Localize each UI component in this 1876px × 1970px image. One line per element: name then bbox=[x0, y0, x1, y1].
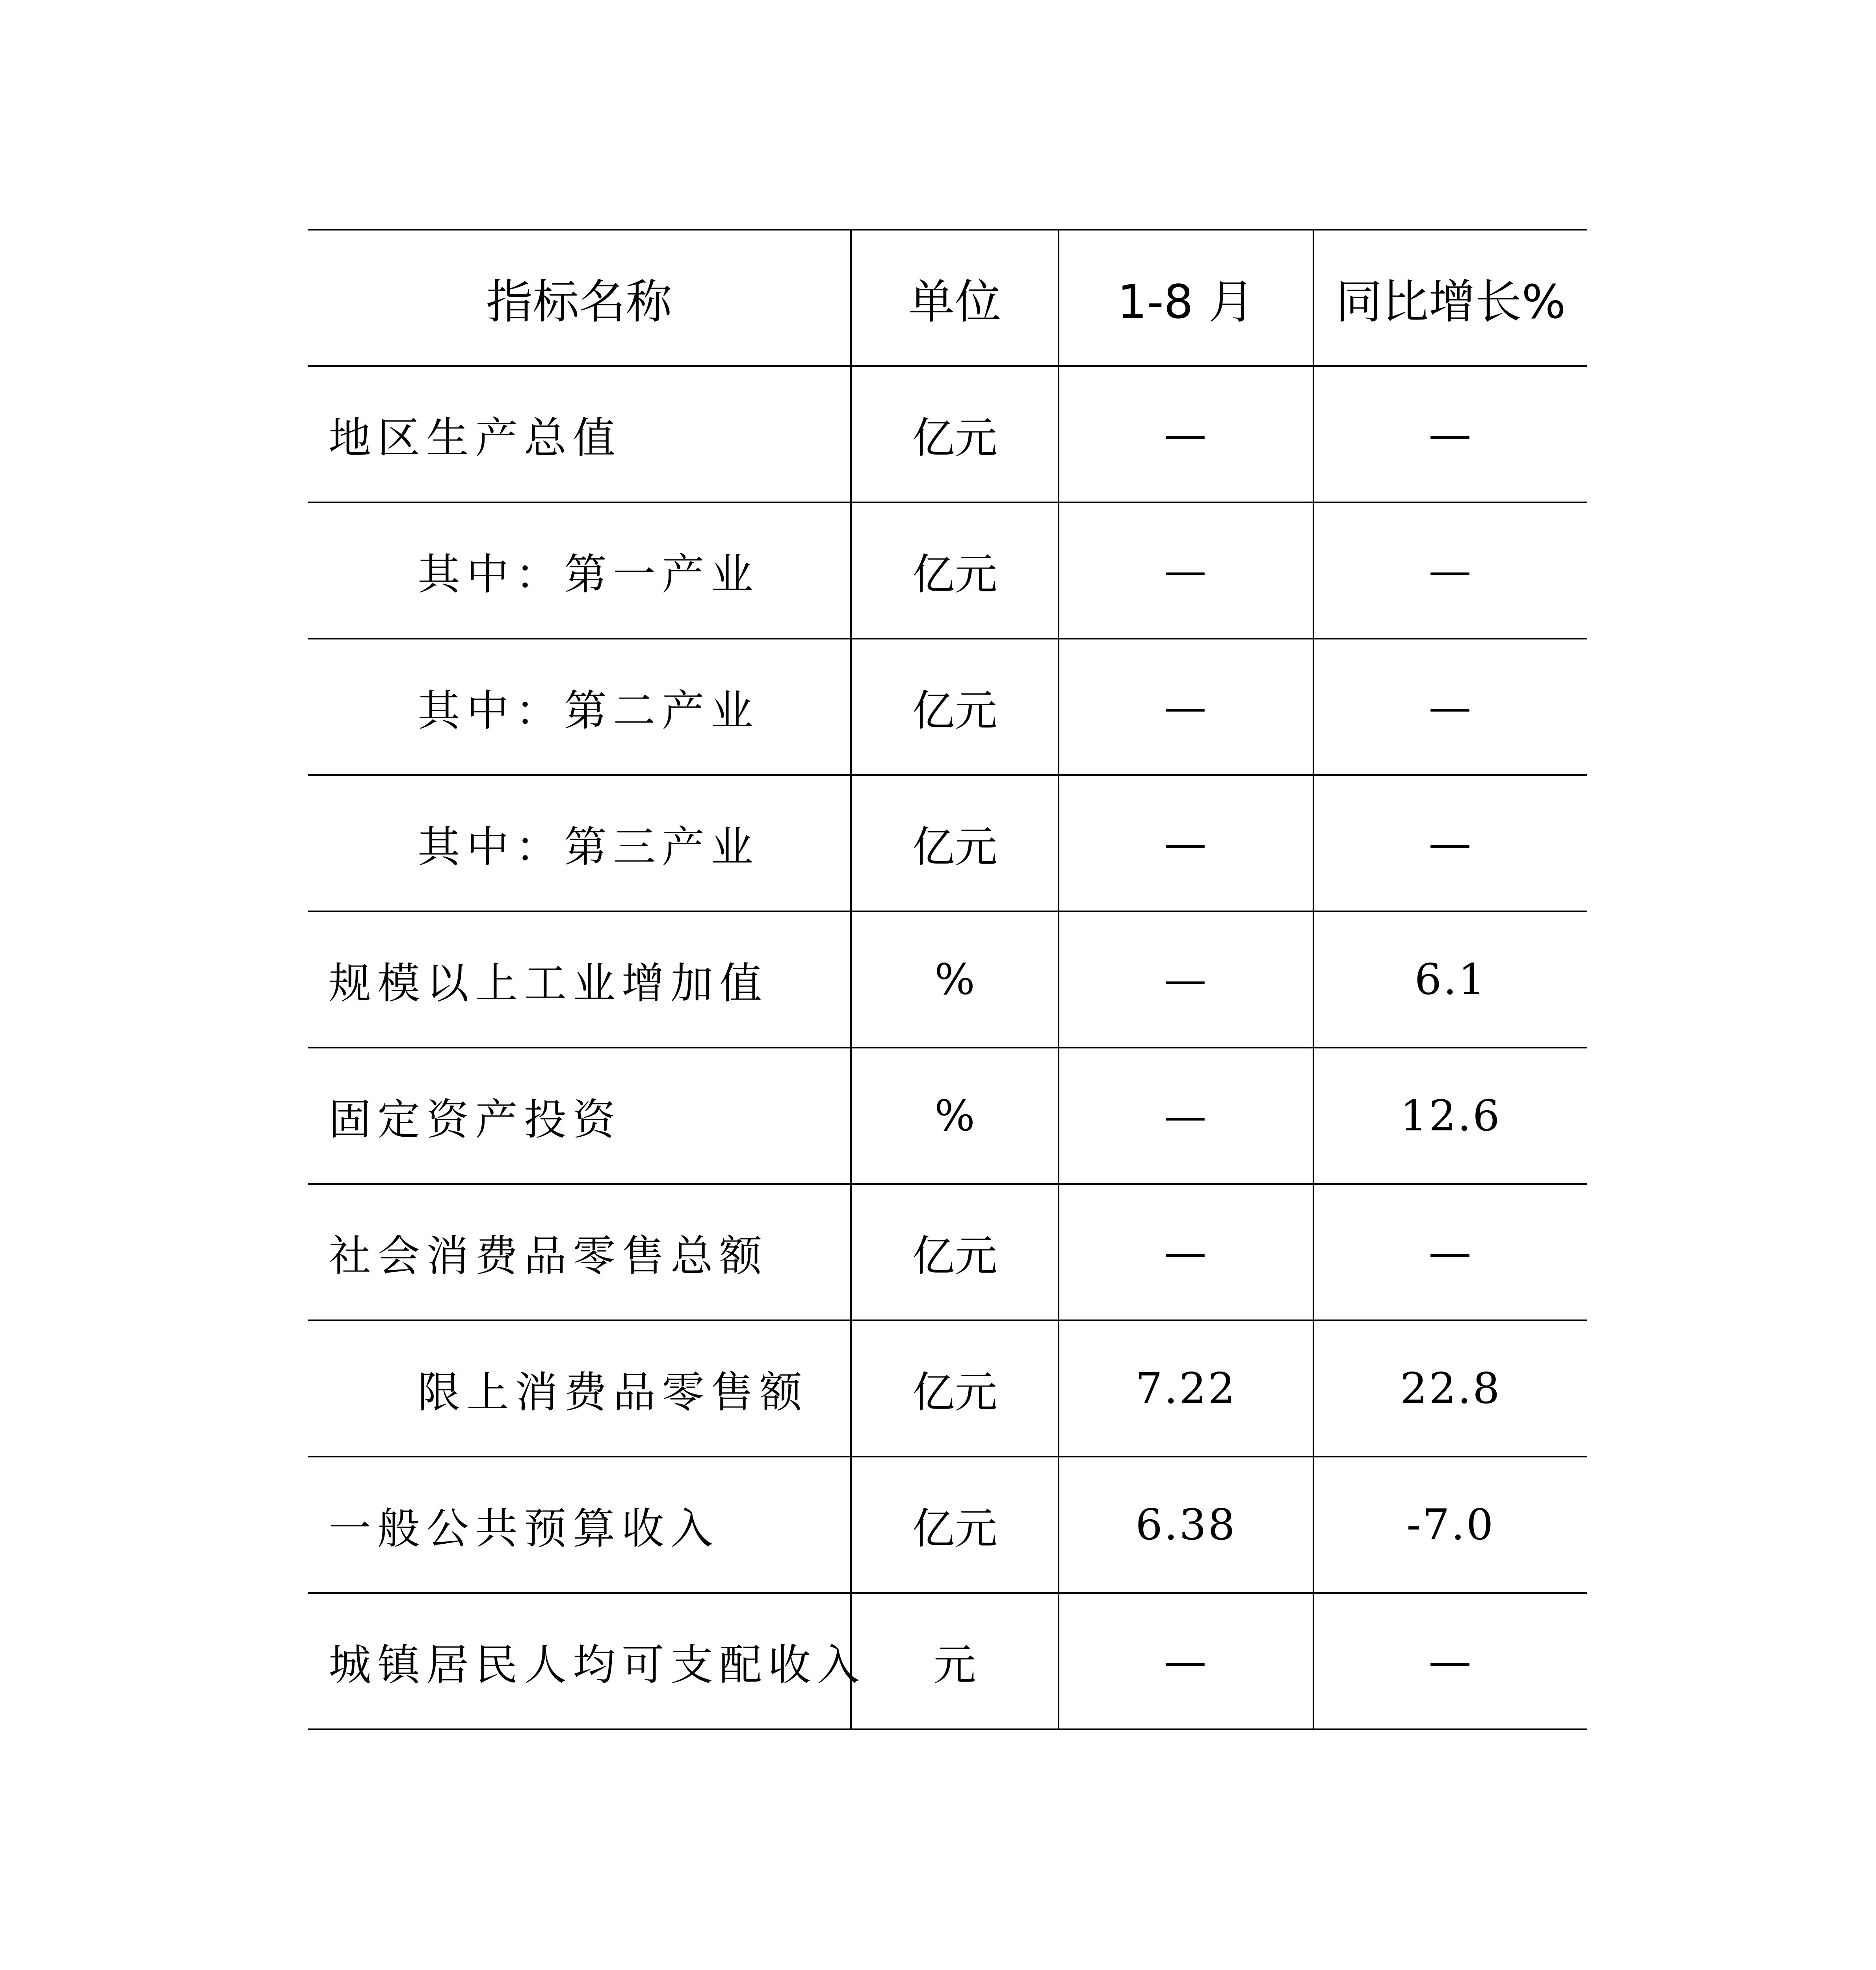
table-row bbox=[308, 366, 1587, 502]
table-row bbox=[308, 639, 1587, 775]
table-row bbox=[308, 502, 1587, 639]
period-value-cell: — bbox=[1059, 911, 1313, 1048]
yoy-growth-cell: — bbox=[1313, 1184, 1587, 1320]
header-period: 1-8 月 bbox=[1059, 230, 1313, 366]
yoy-growth-cell: -7.0 bbox=[1313, 1457, 1587, 1593]
yoy-growth-cell: 6.1 bbox=[1313, 911, 1587, 1048]
table-row bbox=[308, 1593, 1587, 1729]
unit-cell: 元 bbox=[851, 1593, 1059, 1729]
indicator-name: 规模以上工业增加值 bbox=[308, 911, 851, 1048]
indicator-name: 其中：第二产业 bbox=[308, 639, 851, 775]
unit-cell: 亿元 bbox=[851, 639, 1059, 775]
indicator-name: 地区生产总值 bbox=[308, 366, 851, 502]
table-row bbox=[308, 775, 1587, 911]
period-value-cell: — bbox=[1059, 1048, 1313, 1184]
indicator-name: 一般公共预算收入 bbox=[308, 1457, 851, 1593]
period-value-cell: — bbox=[1059, 502, 1313, 639]
yoy-growth-cell: — bbox=[1313, 1593, 1587, 1729]
period-value-cell: — bbox=[1059, 639, 1313, 775]
indicator-name: 城镇居民人均可支配收入 bbox=[308, 1593, 851, 1729]
period-value-cell: 6.38 bbox=[1059, 1457, 1313, 1593]
yoy-growth-cell: — bbox=[1313, 502, 1587, 639]
period-value-cell: 7.22 bbox=[1059, 1320, 1313, 1457]
table-header-row bbox=[308, 230, 1587, 366]
indicator-name: 限上消费品零售额 bbox=[308, 1320, 851, 1457]
indicator-name: 社会消费品零售总额 bbox=[308, 1184, 851, 1320]
table-row bbox=[308, 1184, 1587, 1320]
unit-cell: 亿元 bbox=[851, 775, 1059, 911]
header-yoy-growth: 同比增长% bbox=[1313, 230, 1587, 366]
table-row bbox=[308, 1457, 1587, 1593]
table-row bbox=[308, 1048, 1587, 1184]
table-row bbox=[308, 911, 1587, 1048]
header-indicator-name: 指标名称 bbox=[308, 230, 851, 366]
unit-cell: 亿元 bbox=[851, 502, 1059, 639]
period-value-cell: — bbox=[1059, 366, 1313, 502]
yoy-growth-cell: 12.6 bbox=[1313, 1048, 1587, 1184]
indicator-name: 其中：第三产业 bbox=[308, 775, 851, 911]
table-row bbox=[308, 1320, 1587, 1457]
yoy-growth-cell: — bbox=[1313, 639, 1587, 775]
unit-cell: % bbox=[851, 1048, 1059, 1184]
period-value-cell: — bbox=[1059, 1593, 1313, 1729]
unit-cell: 亿元 bbox=[851, 366, 1059, 502]
unit-cell: 亿元 bbox=[851, 1184, 1059, 1320]
unit-cell: % bbox=[851, 911, 1059, 1048]
yoy-growth-cell: 22.8 bbox=[1313, 1320, 1587, 1457]
unit-cell: 亿元 bbox=[851, 1320, 1059, 1457]
header-unit: 单位 bbox=[851, 230, 1059, 366]
period-value-cell: — bbox=[1059, 1184, 1313, 1320]
indicator-name: 其中：第一产业 bbox=[308, 502, 851, 639]
yoy-growth-cell: — bbox=[1313, 775, 1587, 911]
period-value-cell: — bbox=[1059, 775, 1313, 911]
statistics-table bbox=[308, 229, 1587, 1730]
indicator-name: 固定资产投资 bbox=[308, 1048, 851, 1184]
yoy-growth-cell: — bbox=[1313, 366, 1587, 502]
unit-cell: 亿元 bbox=[851, 1457, 1059, 1593]
